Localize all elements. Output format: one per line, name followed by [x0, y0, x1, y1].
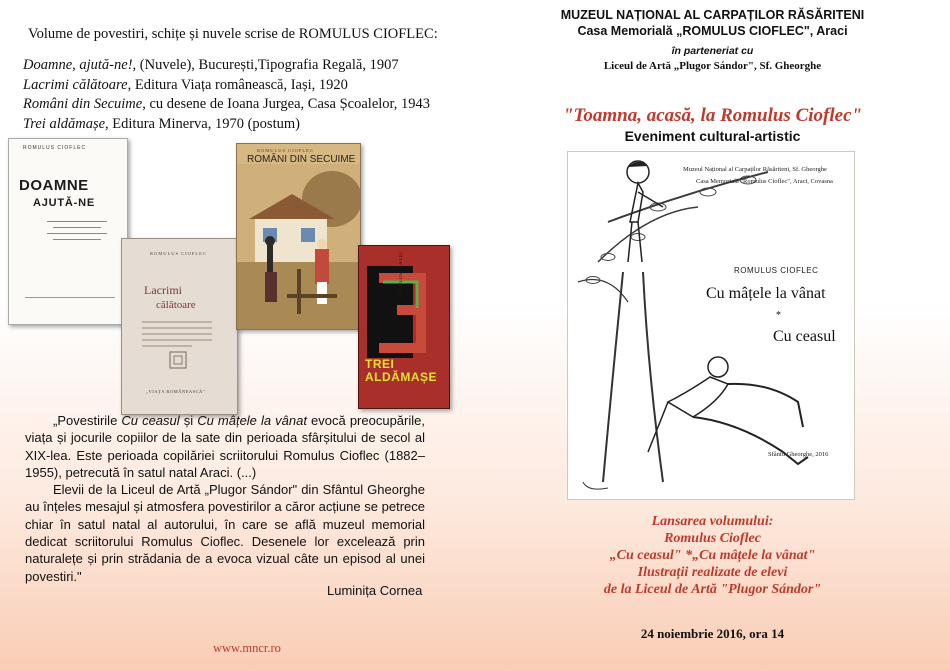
book-list [23, 56, 430, 134]
poster-title: Cu ceasul [773, 328, 836, 345]
quote-block [25, 412, 425, 585]
quote-paragraph: „Povestirile Cu ceasul și Cu mâțele la vânat evocă preocupările, viața și jocurile copiilor de la sate din perioada sfârșitului de secol al XIX-lea. Este perioada copilăriei scriitorului Romulus Cioflec (1882–1955), petrecută în satul natal Araci. (...) [25, 413, 425, 480]
poster-title: Cu mâțele la vânat [706, 285, 826, 302]
cover-author: ROMULUS CIOFLEC [399, 251, 404, 298]
museum-name: MUZEUL NAȚIONAL AL CARPAȚILOR RĂSĂRITENI [560, 8, 865, 22]
cover-title [365, 358, 437, 384]
partner-name: Liceul de Artă „Plugor Sándor", Sf. Gheorghe [603, 60, 822, 72]
memorial-house-name: Casa Memorială „ROMULUS CIOFLEC", Araci [577, 24, 848, 38]
cover-author: ROMULUS CIOFLEC [23, 145, 87, 151]
cover-text [142, 345, 192, 347]
poster-place-year: Sfântu Gheorghe, 2016 [768, 451, 829, 458]
book-cover-doamne-ajuta-ne [8, 138, 128, 325]
launch-line: de la Liceul de Artă "Plugor Sándor" [603, 582, 822, 597]
quote-paragraph: Elevii de la Liceul de Artă „Plugor Sándor" din Sfântul Gheorghe au înțeles mesajul și atmosfera povestirilor a căror acțiune se petrece chiar în satul natal al autorului, în care se află muzeul memorial dedicat scriitorului Romulus Cioflec. Desenele lor excelează prin naturalețe și prin strădania de a evoca vizual câte un episod al unei povestiri." [25, 482, 425, 584]
launch-line: Lansarea volumului: [651, 514, 774, 529]
launch-line: „Cu ceasul" *„Cu mâțele la vânat" [609, 548, 816, 563]
book-list-intro: Volume de povestiri, schițe și nuvele scrise de ROMULUS CIOFLEC: [28, 26, 438, 42]
event-subtitle: Eveniment cultural-artistic [624, 128, 801, 144]
website-link[interactable]: www.mncr.ro [213, 641, 281, 655]
cover-rule [53, 227, 101, 228]
number-three-graphic-icon [369, 270, 439, 360]
book-item: Lacrimi călătoare, Editura Viața românească, Iași, 1920 [23, 76, 348, 93]
cover-title: Lacrimi [144, 283, 182, 297]
poster-org-line: Muzeul Național al Carpaților Răsăriteni, Sf. Gheorghe [683, 166, 827, 173]
cover-text [142, 333, 212, 335]
book-item: Trei aldămașe, Editura Minerva, 1970 (postum) [23, 115, 300, 132]
launch-line: Ilustrații realizate de elevi [637, 565, 788, 580]
book-cover-trei-aldamase [358, 245, 450, 409]
event-title: "Toamna, acasă, la Romulus Cioflec" [562, 105, 863, 126]
cover-title-line: ALDĂMAȘE [365, 370, 437, 384]
partner-label: în parteneriat cu [671, 45, 754, 57]
launch-line: Romulus Cioflec [664, 531, 761, 546]
event-date: 24 noiembrie 2016, ora 14 [640, 626, 785, 641]
cover-title-line: TREI [365, 357, 395, 371]
cover-rule [53, 239, 101, 240]
book-item: Români din Secuime, cu desene de Ioana Jurgea, Casa Școalelor, 1943 [23, 96, 431, 112]
cover-imprint [25, 297, 115, 316]
cover-rule [47, 221, 107, 222]
cover-text [142, 321, 212, 323]
cover-title: ROMÂNI DIN SECUIME [247, 154, 356, 165]
cover-author: ROMULUS CIOFLEC [150, 251, 207, 256]
poster-org-line: Casa Memorială "Romulus Cioflec", Araci, Covasna [696, 178, 833, 185]
children-illustration-icon [568, 152, 854, 499]
cover-title: călătoare [156, 299, 196, 311]
book-item: Doamne, ajută-ne!, (Nuvele), București,Tipografia Regală, 1907 [23, 57, 399, 73]
book-poster [567, 151, 855, 500]
quote-signature: Luminița Cornea [327, 583, 423, 598]
book-cover-romani-din-secuime [236, 143, 361, 330]
cover-text [142, 339, 212, 341]
cover-text [142, 327, 212, 329]
poster-separator: * [776, 310, 781, 321]
village-illustration-icon [237, 144, 360, 329]
cover-title: DOAMNE [19, 177, 89, 194]
cover-rule [47, 233, 107, 234]
cover-title: AJUTĂ-NE [33, 197, 96, 209]
poster-author: ROMULUS CIOFLEC [734, 266, 819, 275]
cover-publisher: „VIAȚA ROMÂNEASCĂ" [146, 389, 206, 394]
publisher-logo-icon [169, 351, 187, 369]
cover-author: ROMULUS CIOFLEC [257, 148, 314, 153]
launch-announcement [475, 513, 950, 598]
book-cover-lacrimi-calatoare [121, 238, 238, 415]
